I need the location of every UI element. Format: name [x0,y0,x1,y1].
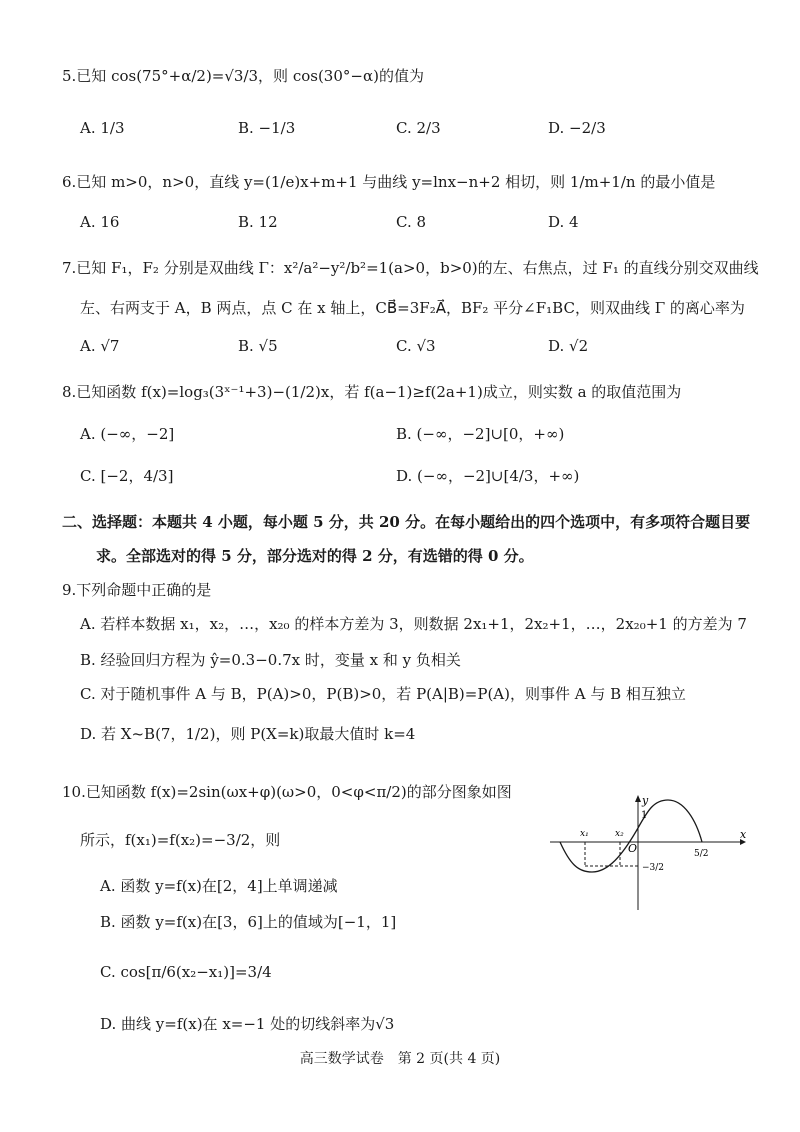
q6-option-d: D. 4 [548,213,579,231]
q7-option-b: B. √5 [238,337,278,355]
q9-stem: 9.下列命题中正确的是 [62,581,212,599]
q8-option-c: C. [−2，4/3] [80,467,174,485]
q10-option-c: C. cos[π/6(x₂−x₁)]=3/4 [100,963,272,981]
q8-stem: 8.已知函数 f(x)=log₃(3ˣ⁻¹+3)−(1/2)x，若 f(a−1)≥f(2a+1)成立，则实数 a 的取值范围为 [62,383,682,401]
x1-label: x₁ [580,829,589,839]
q10-stem-line1: 10.已知函数 f(x)=2sin(ωx+φ)(ω>0，0<φ<π/2)的部分图象如图 [62,783,512,801]
q10-option-b: B. 函数 y=f(x)在[3，6]上的值域为[−1，1] [100,913,397,931]
q8-option-a: A. (−∞，−2] [80,425,175,443]
origin-label: O [628,842,638,855]
q7-option-c: C. √3 [396,337,436,355]
q7-option-a: A. √7 [80,337,120,355]
y-intercept-label: 1 [641,810,648,821]
q6-stem: 6.已知 m>0，n>0，直线 y=(1/e)x+m+1 与曲线 y=lnx−n+2 相切，则 1/m+1/n 的最小值是 [62,173,716,191]
q8-option-d: D. (−∞，−2]∪[4/3，+∞) [396,467,580,485]
q5-option-c: C. 2/3 [396,119,441,137]
q6-option-c: C. 8 [396,213,427,231]
q8-option-b: B. (−∞，−2]∪[0，+∞) [396,425,565,443]
q6-option-b: B. 12 [238,213,278,231]
q9-option-d: D. 若 X~B(7，1/2)，则 P(X=k)取最大值时 k=4 [80,725,416,743]
page-footer: 高三数学试卷 第 2 页(共 4 页) [299,1051,501,1067]
q5-stem: 5.已知 cos(75°+α/2)=√3/3，则 cos(30°−α)的值为 [62,67,424,85]
x2-label: x₂ [615,829,624,839]
five-half-label: 5/2 [694,849,709,859]
sine-graph [550,792,750,910]
q7-stem-line1: 7.已知 F₁，F₂ 分别是双曲线 Γ：x²/a²−y²/b²=1(a>0，b>0)的左、右焦点，过 F₁ 的直线分别交双曲线 [62,259,759,277]
q5-option-d: D. −2/3 [548,119,606,137]
q7-stem-line2: 左、右两支于 A，B 两点，点 C 在 x 轴上，CB⃗=3F₂A⃗，BF₂ 平分∠F₁BC，则双曲线 Γ 的离心率为 [80,299,745,317]
section2-heading-line1: 二、选择题：本题共 4 小题，每小题 5 分，共 20 分。在每小题给出的四个选项中，有多项符合题目要 [62,513,751,531]
q5-option-b: B. −1/3 [238,119,296,137]
x-axis [550,839,746,845]
section2-heading-line2: 求。全部选对的得 5 分，部分选对的得 2 分，有选错的得 0 分。 [96,547,534,565]
q10-stem-line2: 所示，f(x₁)=f(x₂)=−3/2，则 [80,831,281,849]
q6-option-a: A. 16 [80,213,120,231]
q5-option-a: A. 1/3 [80,119,125,137]
q9-option-b: B. 经验回归方程为 ŷ=0.3−0.7x 时，变量 x 和 y 负相关 [80,651,461,669]
neg-three-half-label: −3/2 [642,863,665,873]
q7-option-d: D. √2 [548,337,589,355]
y-axis-label: y [642,794,649,807]
q9-option-c: C. 对于随机事件 A 与 B，P(A)>0，P(B)>0，若 P(A|B)=P(A)，则事件 A 与 B 相互独立 [80,685,686,703]
x-axis-label: x [740,828,747,841]
q10-option-d: D. 曲线 y=f(x)在 x=−1 处的切线斜率为√3 [100,1015,395,1033]
q9-option-a: A. 若样本数据 x₁，x₂，…，x₂₀ 的样本方差为 3，则数据 2x₁+1，2x₂+1，…，2x₂₀+1 的方差为 7 [80,615,747,633]
q10-option-a: A. 函数 y=f(x)在[2，4]上单调递减 [100,877,338,895]
